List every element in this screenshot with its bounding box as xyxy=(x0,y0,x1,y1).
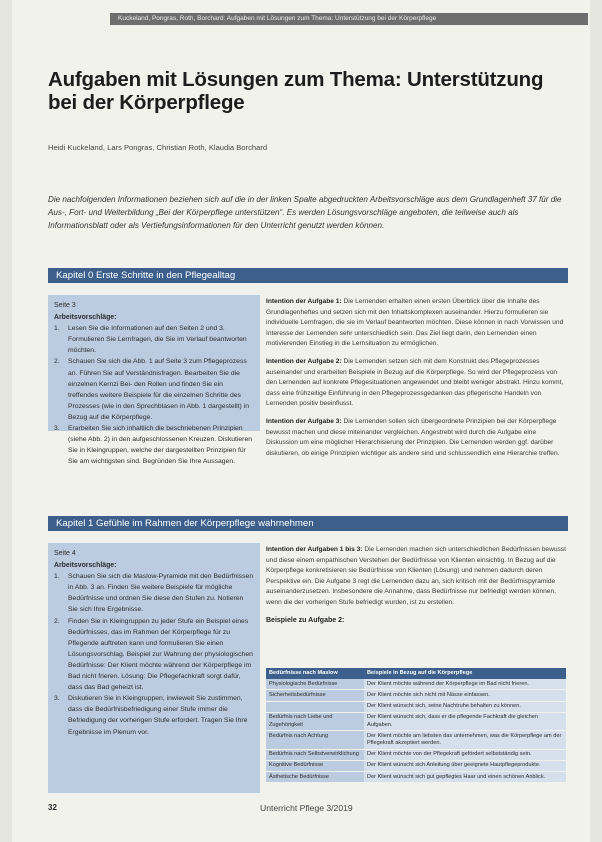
intentions-chapter-0 xyxy=(266,297,566,466)
page-number: 32 xyxy=(48,803,57,812)
list-item: 1. Lesen Sie die Informationen auf den Seiten 2 und 3. Formulieren Sie Lernfragen, die Sie im Verlauf beantworten möchten. xyxy=(54,325,247,355)
list-item: 3. Erarbeiten Sie sich inhaltlich die beschriebenen Prinzipien (siehe Abb. 2) in den aufgeschlossenen Kreuzen. Diskutieren Sie in Kleingruppen, welche der dargestellten Prinzipien für Sie am wichtigsten sind. Begründen Sie Ihre Aussagen. xyxy=(54,425,253,466)
column-header: Beispiele in Bezug auf die Körperpflege xyxy=(364,668,566,679)
task-box-chapter-0 xyxy=(48,295,260,466)
table-header-row xyxy=(266,668,566,679)
table-row: Der Klient wünscht sich, seine Nachtruhe behalten zu können. xyxy=(266,701,566,712)
box-page-ref: Seite 4 xyxy=(54,550,76,557)
table-row: Physiologische Bedürfnisse Der Klient möchte während der Körperpflege im Bad nicht frieren. xyxy=(266,679,566,690)
intention-paragraph: Intention der Aufgabe 3: Die Lernenden sollen sich übergeordnete Prinzipien bei der Körperpflege bewusst machen und diese miteinander vergleichen. Angestrebt wird durch die Aufgabe eine Diskussion um eine möglicher Hierarchisierung der Prinzipien. Die Lernenden werden ggf. darüber diskutieren, ob einige Prinzipien wichtiger als andere sind und schlussendlich eine Hierarchie treffen. xyxy=(266,417,560,457)
intention-paragraph: Intention der Aufgabe 1: Die Lernenden erhalten einen ersten Überblick über die Inhalte des Grundlagenheftes und setzen sich mit den Inhaltskomplexen auseinander. Hierzu formulieren sie individuelle Lernfragen, die sie im Verlauf beantworten möchten. Diese können in nach Vorwissen und Interesse der Lernenden sehr unterschiedlich sein. Das Ziel liegt darin, den Lernenden einen motivierenden Einstieg in die Lernsituation zu ermöglichen. xyxy=(266,298,564,348)
column-header: Bedürfnisse nach Maslow xyxy=(266,668,364,679)
list-item: 2. Schauen Sie sich die Abb. 1 auf Seite 3 zum Pflegeprozess an. Führen Sie auf Verständnisfragen. Bearbeiten Sie die einzelnen Kernzi Bei- den Rollen und finden Sie ein treffendes weitere Beispiele für die einzelnen Schritte des Prozesses (wie in den Sprechblasen in Abb. 1 dargestellt) in Bezug auf die Körperpflege. xyxy=(54,358,249,421)
page-title: Aufgaben mit Lösungen zum Thema: Unterstützung bei der Körperpflege xyxy=(48,68,544,114)
table-row: Bedürfnis nach Liebe und Zugehörigkeit Der Klient wünscht sich, dass er die pflegende Fachkraft die gleichen Aufgaben. xyxy=(266,712,566,730)
list-item: 3. Diskutieren Sie in Kleingruppen, inwieweit Sie zustimmen, dass die Bedürfnisbefriedigung einer Stufe immer die Befriedigung der vorherigen Stufe erfordert. Tragen Sie Ihre Ergebnisse im Plenum vor. xyxy=(54,695,248,736)
journal-footer: Unterricht Pflege 3/2019 xyxy=(260,803,353,813)
list-item: 1. Schauen Sie sich die Maslow-Pyramide mit den Bedürfnissen in Abb. 3 an. Finden Sie weitere Beispiele für mögliche Bedürfnisse und ordnen Sie diese den Stufen zu. Notieren Sie sich Ihre Ergebnisse. xyxy=(54,573,254,614)
list-item: 2. Finden Sie in Kleingruppen zu jeder Stufe ein Beispiel eines Bedürfnisses, das im Rahmen der Körperpflege für zu Pflegende auftreten kann und formulieren Sie einen Lösungsvorschlag. Beispiel zur Wahrung der physiologischen Bedürfnisse: Der Klient möchte während der Körperpflege im Bad nicht frieren. Lösung: Die Pflegefachkraft sorgt dafür, dass das Bad geheizt ist. xyxy=(54,617,253,692)
box-page-ref: Seite 3 xyxy=(54,302,76,309)
task-list xyxy=(54,571,254,737)
intention-paragraph: Intention der Aufgaben 1 bis 3: Die Lernenden machen sich unterschiedlichen Bedürfnissen bewusst und diese einem empathischen Verstehen der Bedürfnisse von Klienten einsichtig. In Bezug auf die Körperpflege konkretisieren sie Bedürfnisse von Klienten (Lösung) und nehmen dadurch deren Perspektive ein. Die Aufgabe 3 regt die Lernenden dazu an, sich kritisch mit der Bedürfnispyramide auseinanderzusetzen. Insbesondere die Annahme, dass Bedürfnisse nur befriedigt werden können, wenn die der vorherigen Stufe befriedigt wurden, ist zu erstellen. xyxy=(266,546,566,606)
example-label: Beispiele zu Aufgabe 2: xyxy=(266,616,345,624)
table-row: Kognitive Bedürfnisse Der Klient wünscht sich Anleitung über geeignete Hautpflegeprodukte. xyxy=(266,760,566,771)
table-row: Sicherheitsbedürfnisse Der Klient möchte sich nicht mit Nässe einfassen. xyxy=(266,690,566,701)
box-heading: Arbeitsvorschläge: xyxy=(54,314,117,322)
table-row: Ästhetische Bedürfnisse Der Klient wünscht sich gut gepflegtes Haar und einen schönen Anblick. xyxy=(266,772,566,783)
chapter-heading-0: Kapitel 0 Erste Schritte in den Pflegealltag xyxy=(48,268,568,283)
running-head: Kuckeland, Pongras, Roth, Borchard: Aufgaben mit Lösungen zum Thema: Unterstützung bei der Körperpflege xyxy=(110,13,588,25)
intention-paragraph: Intention der Aufgabe 2: Die Lernenden setzen sich mit dem Konstrukt des Pflegeprozesses auseinander und erarbeiten Beispiele in Bezug auf die Körperpflege. So wird der Pflegeprozess von den Lernenden auf konkrete Pflegesituationen angewendet und bleibt weniger abstrakt. Hinzu kommt, dass eine frühzeitige Einführung in den Pflegeprozessgedanken das pflegerische Handeln von Lernenden positiv beeinflusst. xyxy=(266,357,564,408)
box-heading: Arbeitsvorschläge: xyxy=(54,562,117,570)
chapter-heading-1: Kapitel 1 Gefühle im Rahmen der Körperpflege wahrnehmen xyxy=(48,516,568,531)
intentions-chapter-1 xyxy=(266,545,566,629)
table-row: Bedürfnis nach Achtung Der Klient möchte am liebsten das unternehmen, was die Körperpflege am der Pflegekraft akzeptiert werden. xyxy=(266,731,566,749)
intro-text: Die nachfolgenden Informationen beziehen sich auf die in der linken Spalte abgedruckten Arbeitsvorschläge aus dem Grundlagenheft 37 für die Aus-, Fort- und Weiterbildung „Bei der Körperpflege unterstützen“. Es werden Lösungsvorschläge angeboten, die teilweise auch als Informationsblatt oder als Vertiefungsinformationen für den Unterricht genutzt werden können. xyxy=(48,195,562,230)
authors: Heidi Kuckeland, Lars Pongras, Christian Roth, Klaudia Borchard xyxy=(48,143,268,152)
table-row: Bedürfnis nach Selbstverwirklichung Der Klient möchte von der Pflegekraft gefördert selbstständig sein. xyxy=(266,749,566,760)
task-box-chapter-1 xyxy=(48,543,260,793)
task-list xyxy=(54,323,254,467)
maslow-example-table xyxy=(266,668,566,783)
